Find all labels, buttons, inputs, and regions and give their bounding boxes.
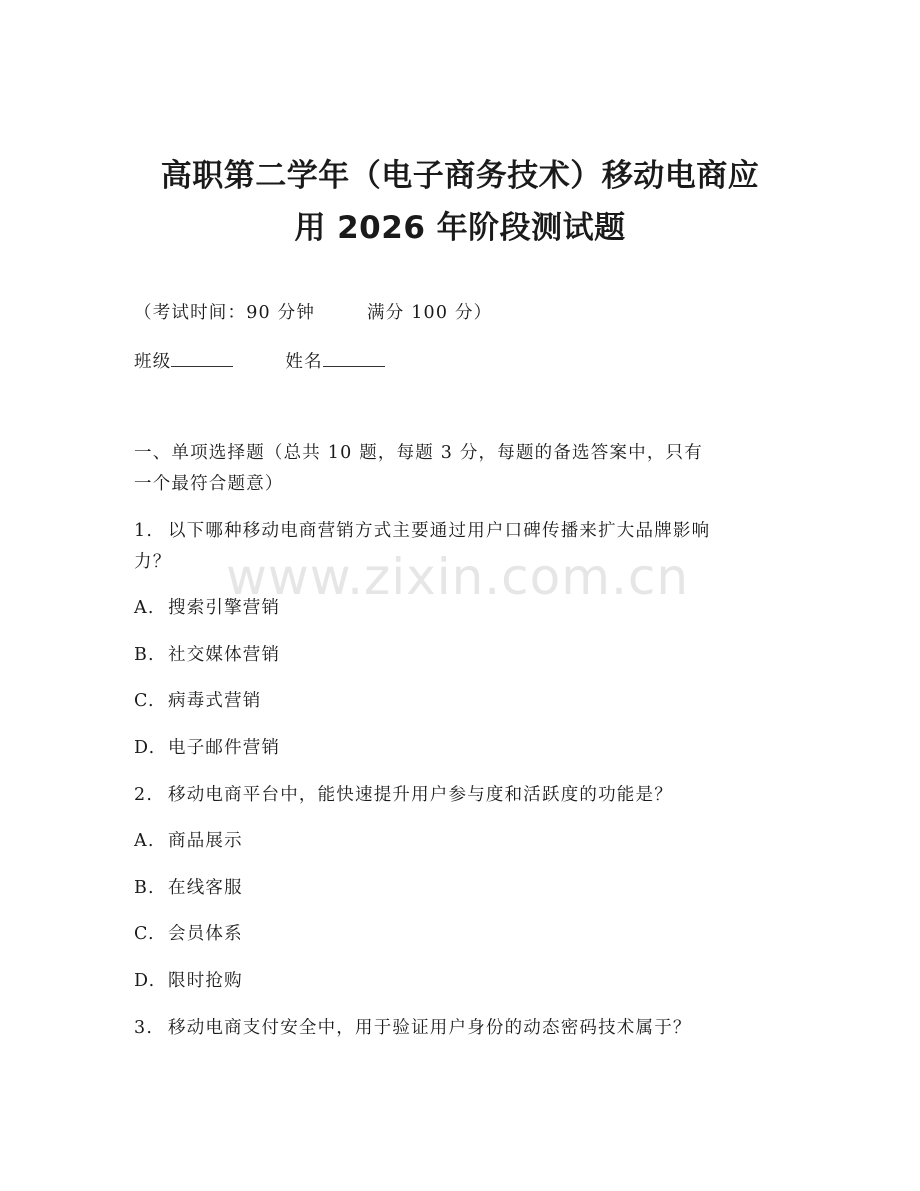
question-number: 3. bbox=[134, 1018, 154, 1038]
name-label: 姓名 bbox=[285, 352, 323, 372]
document-title-line-1: 高职第二学年（电子商务技术）移动电商应 bbox=[160, 158, 760, 194]
option-letter: A. bbox=[134, 831, 155, 851]
exam-info bbox=[134, 300, 492, 326]
option-text: 会员体系 bbox=[168, 924, 243, 944]
student-fields bbox=[134, 348, 385, 375]
option-text: 病毒式营销 bbox=[168, 691, 262, 711]
question-2 bbox=[134, 782, 673, 808]
option-1a[interactable] bbox=[134, 595, 280, 621]
class-label: 班级 bbox=[134, 352, 172, 372]
option-text: 搜索引擎营销 bbox=[168, 598, 281, 618]
option-2a[interactable] bbox=[134, 828, 243, 854]
option-letter: A. bbox=[134, 598, 155, 618]
exam-time: （考试时间：90 分钟 bbox=[134, 303, 316, 323]
question-number: 2. bbox=[134, 785, 154, 805]
option-letter: B. bbox=[134, 645, 155, 665]
option-text: 电子邮件营销 bbox=[168, 738, 281, 758]
question-text: 以下哪种移动电商营销方式主要通过用户口碑传播来扩大品牌影响 bbox=[168, 521, 711, 541]
option-2b[interactable] bbox=[134, 875, 243, 901]
section-heading-line-1: 一、单项选择题（总共 10 题，每题 3 分，每题的备选答案中，只有 bbox=[134, 443, 703, 463]
question-text: 移动电商支付安全中，用于验证用户身份的动态密码技术属于？ bbox=[168, 1018, 692, 1038]
option-text: 在线客服 bbox=[168, 878, 243, 898]
watermark: www.zixin.com.cn bbox=[226, 548, 690, 606]
name-blank[interactable] bbox=[323, 348, 385, 367]
question-text: 移动电商平台中，能快速提升用户参与度和活跃度的功能是？ bbox=[168, 785, 673, 805]
question-1 bbox=[134, 518, 710, 544]
option-1d[interactable] bbox=[134, 735, 280, 761]
document-title-line-2: 用 2026 年阶段测试题 bbox=[294, 210, 626, 246]
option-1b[interactable] bbox=[134, 642, 280, 668]
section-heading-line-2: 一个最符合题意） bbox=[134, 474, 284, 494]
option-1c[interactable] bbox=[134, 688, 262, 714]
option-text: 限时抢购 bbox=[168, 971, 243, 991]
option-2c[interactable] bbox=[134, 921, 243, 947]
option-2d[interactable] bbox=[134, 968, 243, 994]
option-letter: C. bbox=[134, 924, 155, 944]
option-letter: C. bbox=[134, 691, 155, 711]
option-text: 商品展示 bbox=[168, 831, 243, 851]
option-letter: D. bbox=[134, 971, 156, 991]
question-1-continued: 力？ bbox=[134, 552, 172, 572]
question-3 bbox=[134, 1015, 692, 1041]
exam-full-score: 满分 100 分） bbox=[367, 303, 493, 323]
option-text: 社交媒体营销 bbox=[168, 645, 281, 665]
class-blank[interactable] bbox=[171, 348, 233, 367]
option-letter: B. bbox=[134, 878, 155, 898]
option-letter: D. bbox=[134, 738, 156, 758]
question-number: 1. bbox=[134, 521, 154, 541]
